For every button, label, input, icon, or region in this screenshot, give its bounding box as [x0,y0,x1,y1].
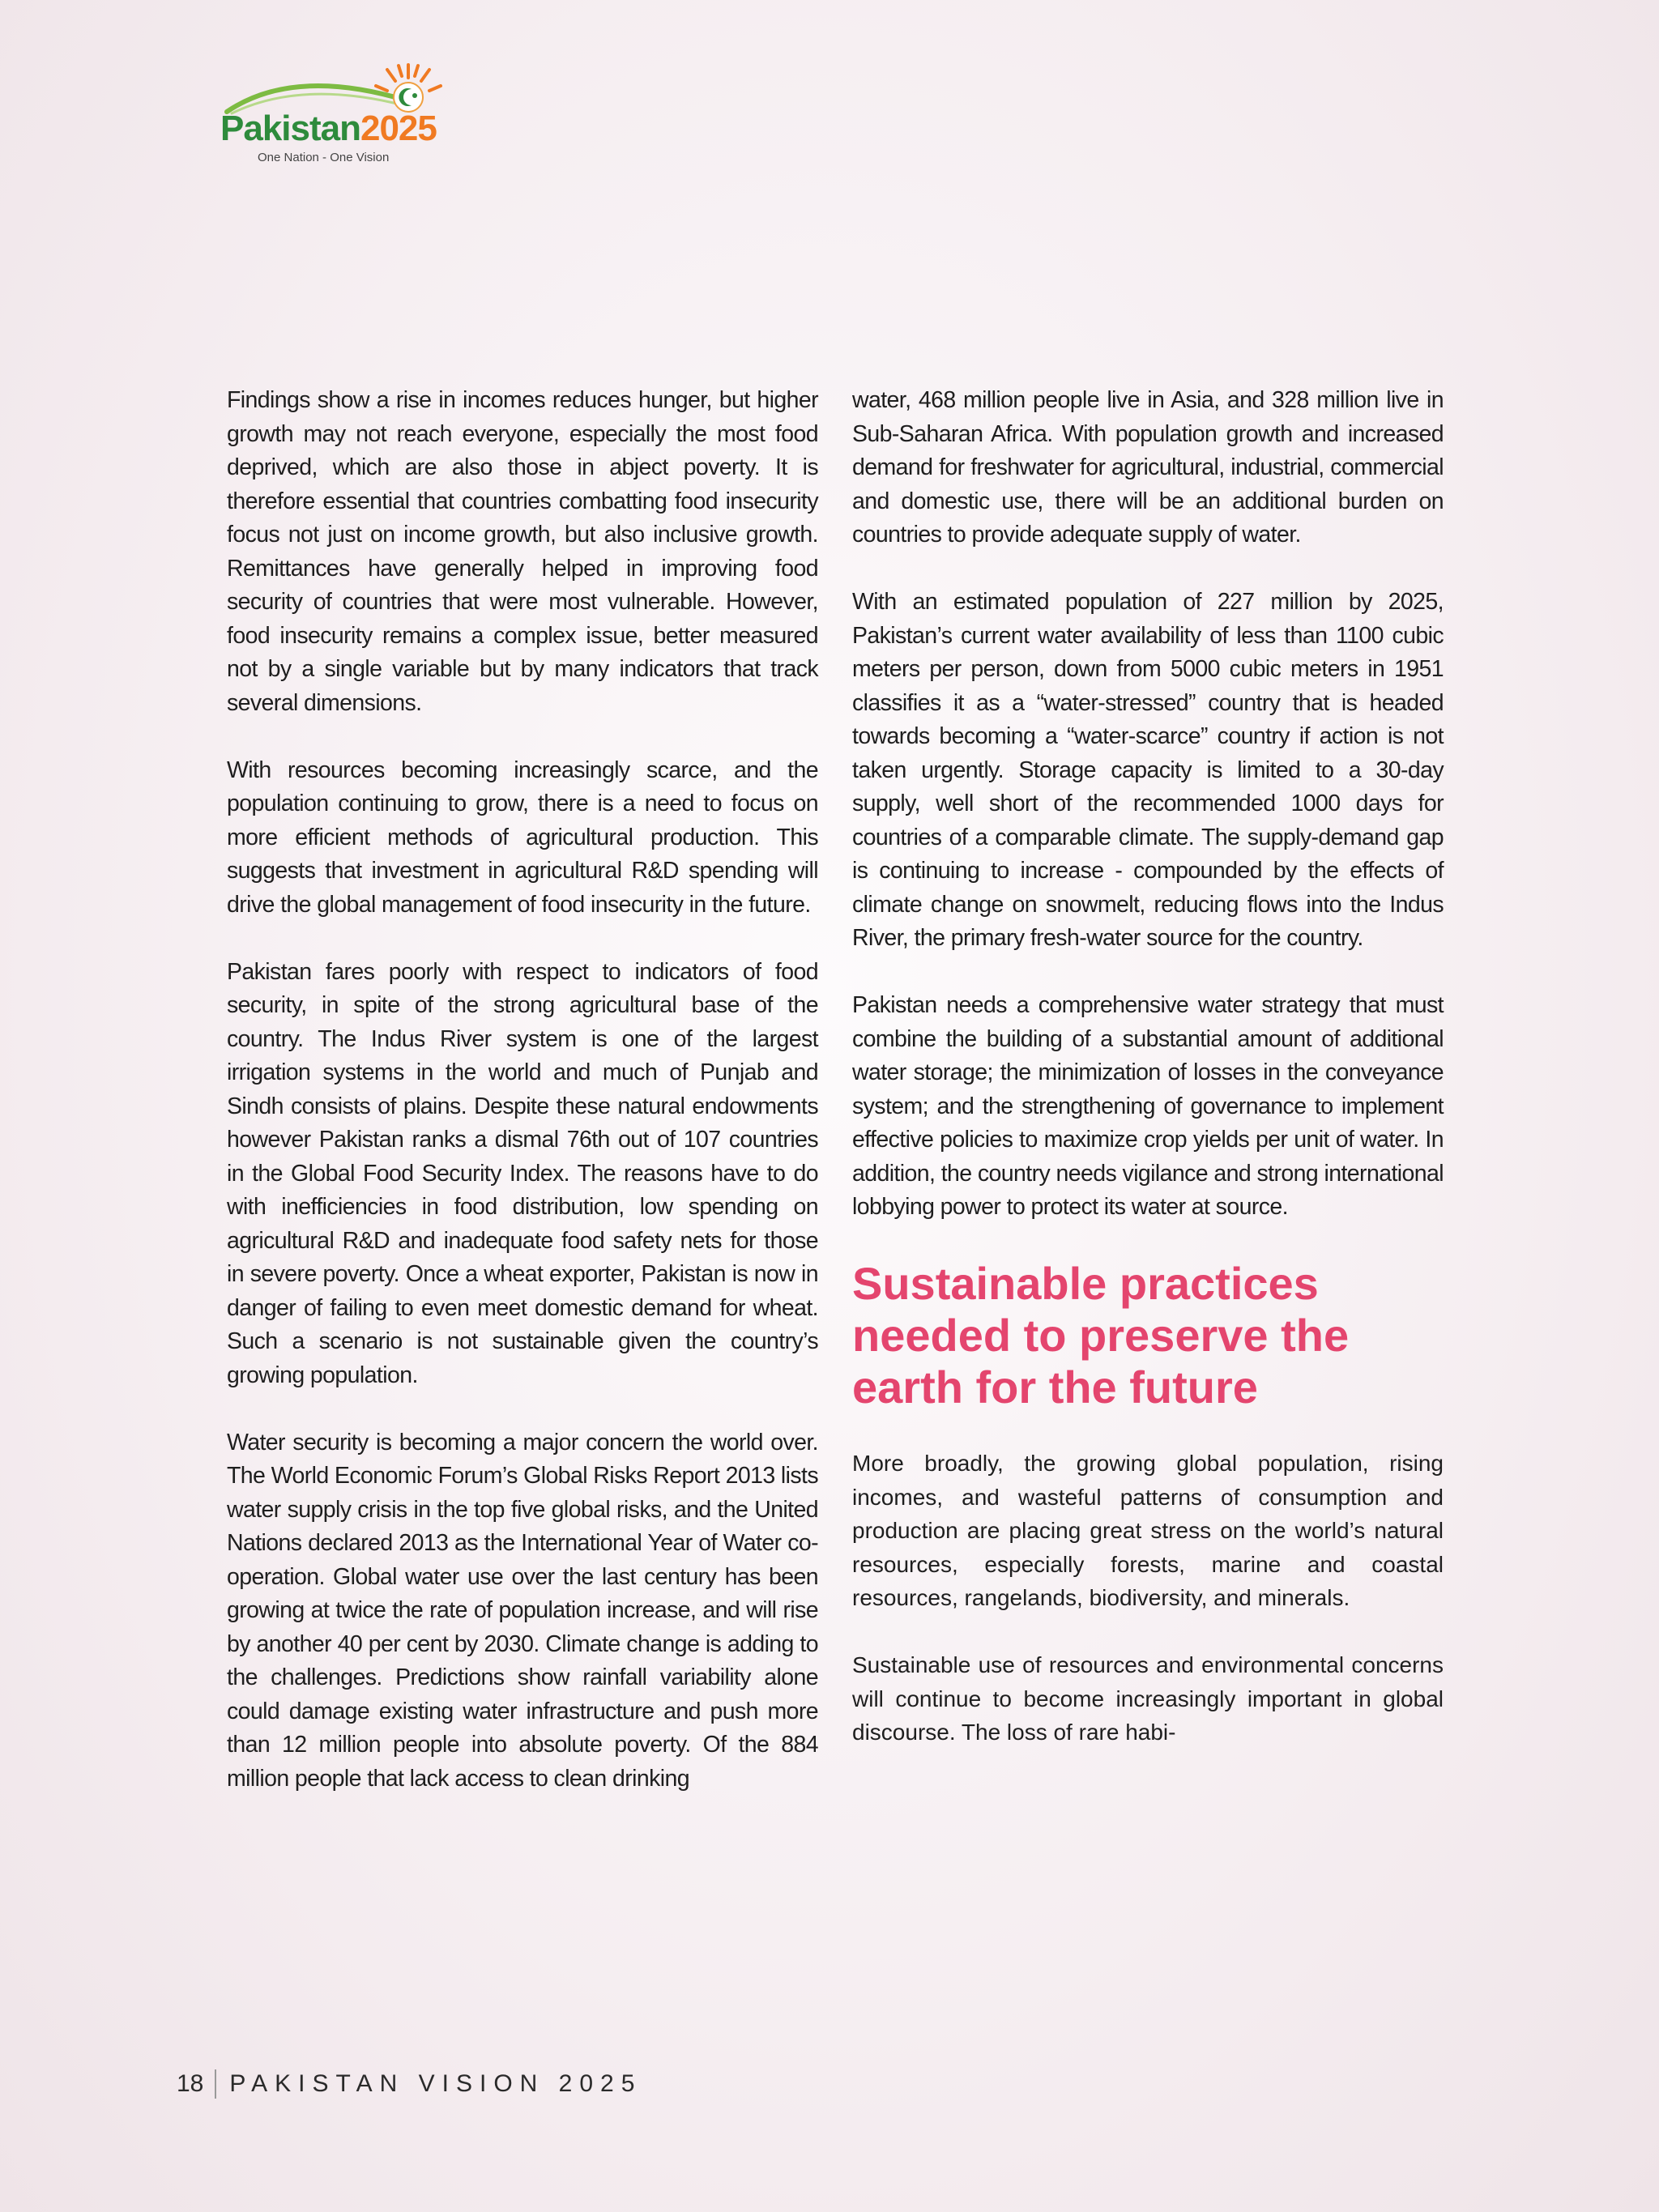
right-paragraph-1: water, 468 million people live in Asia, and 328 million live in Sub-Saharan Africa. With population growth and increased demand for freshwater for agricultural, industrial, commercial and domestic use, there will be an additional burden on countries to provide adequate supply of water. [852,387,1444,548]
page-footer [177,2068,642,2100]
left-paragraph-4: Water security is becoming a major concern the world over. The World Economic Forum’s Global Risks Report 2013 lists water supply crisis in the top five global risks, and the United Nations declared 2013 as the International Year of Water co-operation. Global water use over the last century has been growing at twice the rate of population increase, and will rise by another 40 per cent by 2030. Climate change is adding to the challenges. Predictions show rainfall variability alone could damage existing water infrastructure and push more than 12 million people into absolute poverty. Of the 884 million people that lack access to clean drinking [227,1429,818,1792]
page-number: 18 [177,2070,204,2097]
logo-wordmark [220,109,437,149]
left-paragraph-2: With resources becoming increasingly scarce, and the population continuing to grow, there is a need to focus on more efficient methods of agricultural production. This suggests that investment in agricultural R&D spending will drive the global management of food insecurity in the future. [227,757,818,918]
logo-wordmark-year: 2025 [360,109,437,148]
left-column [227,384,818,1796]
logo-tagline: One Nation - One Vision [258,151,390,164]
right-paragraph-3: Pakistan needs a comprehensive water strategy that must combine the building of a substantial amount of additional water storage; the minimization of losses in the conveyance system; and the strengthening of governance to implement effective policies to maximize crop yields per unit of water. In addition, the country needs vigilance and strong international lobbying power to protect its water at source. [852,992,1444,1220]
right-column [852,384,1444,1750]
publication-logo [220,58,463,172]
right-paragraph-5: Sustainable use of resources and environmental concerns will continue to become increasingly important in global discourse. The loss of rare habi- [852,1652,1444,1745]
left-paragraph-1: Findings show a rise in incomes reduces hunger, but higher growth may not reach everyone, especially the most food deprived, which are also those in abject poverty. It is therefore essential that countries combatting food insecurity focus not just on income growth, but also inclusive growth. Remittances have generally helped in improving food security of countries that were most vulnerable. However, food insecurity remains a complex issue, better measured not by a single variable but by many indicators that track several dimensions. [227,387,818,716]
footer-divider [215,2069,216,2099]
right-paragraph-4: More broadly, the growing global population, rising incomes, and wasteful patterns of consumption and production are placing great stress on the world’s natural resources, especially forests, marine and coastal resources, rangelands, biodiversity, and minerals. [852,1451,1444,1610]
right-paragraph-2: With an estimated population of 227 million by 2025, Pakistan’s current water availability of less than 1100 cubic meters per person, down from 5000 cubic meters in 1951 classifies it as a “water-stressed” country that is headed towards becoming a “water-scarce” country if action is not taken urgently. Storage capacity is limited to a 30-day supply, well short of the recommended 1000 days for countries of a comparable climate. The supply-demand gap is continuing to increase - compounded by the effects of climate change on snowmelt, reducing flows into the Indus River, the primary fresh-water source for the country. [852,589,1444,951]
logo-wordmark-pakistan: Pakistan [220,109,360,148]
publication-title: PAKISTAN VISION 2025 [229,2070,642,2097]
section-heading: Sustainable practices needed to preserve the earth for the future [852,1258,1350,1413]
left-paragraph-3: Pakistan fares poorly with respect to indicators of food security, in spite of the strong agricultural base of the country. The Indus River system is one of the largest irrigation systems in the world and much of Punjab and Sindh consists of plains. Despite these natural endowments however Pakistan ranks a dismal 76th out of 107 countries in the Global Food Security Index. The reasons have to do with inefficiencies in food distribution, low spending on agricultural R&D and inadequate food safety nets for those in severe poverty. Once a wheat exporter, Pakistan is now in danger of failing to even meet domestic demand for wheat. Such a scenario is not sustainable given the country’s growing population. [227,958,818,1388]
